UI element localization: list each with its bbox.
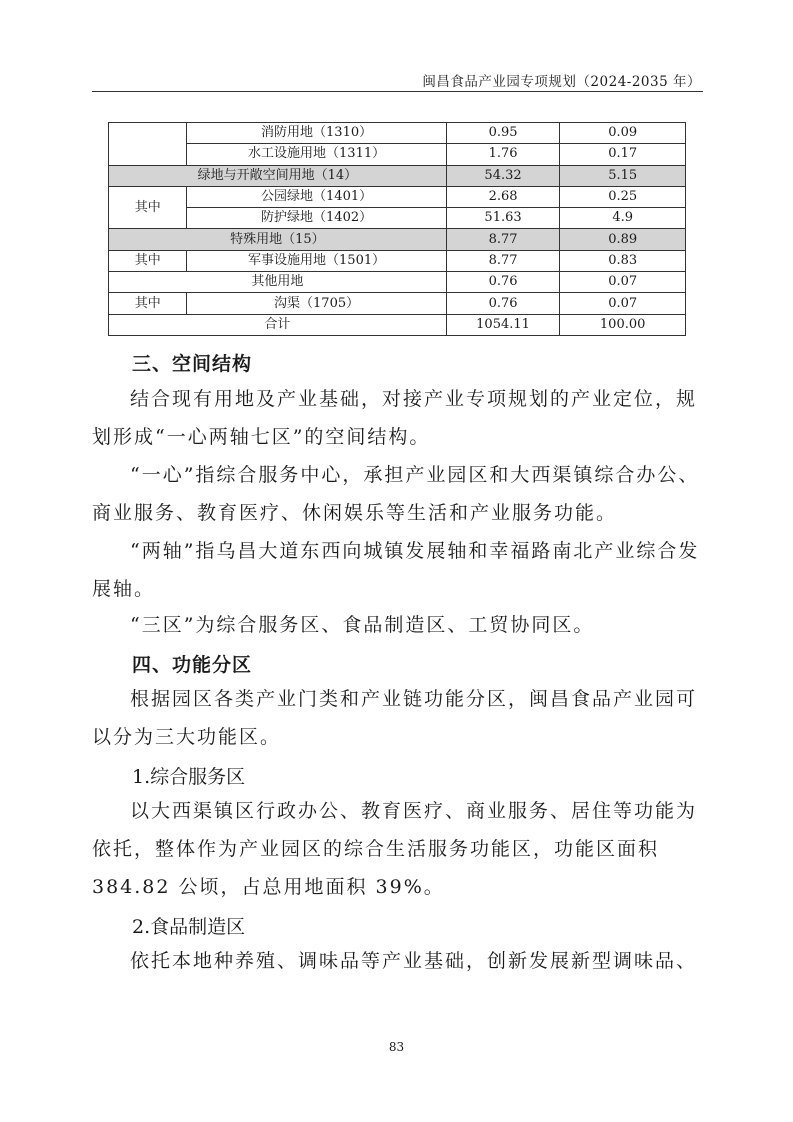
table-row: [109, 208, 686, 229]
table-cell-name: 绿地与开敞空间用地（14）: [109, 165, 447, 186]
subsection-heading: 1.综合服务区: [132, 766, 246, 788]
land-use-table: [108, 122, 686, 336]
table-row: [109, 123, 686, 144]
table-row-total: [109, 314, 686, 335]
table-cell-area: 1.76: [446, 144, 560, 165]
table-cell-pct: 4.9: [560, 208, 686, 229]
table-cell-name: 防护绿地（1402）: [187, 208, 446, 229]
table-cell-name: 消防用地（1310）: [187, 123, 446, 144]
header-title: 闽昌食品产业园专项规划（2024-2035 年）: [422, 74, 701, 90]
subsection-heading: 2.食品制造区: [132, 916, 246, 938]
table-cell-name: 水工设施用地（1311）: [187, 144, 446, 165]
table-cell-name: 公园绿地（1401）: [187, 186, 446, 207]
table-cell-name: 沟渠（1705）: [187, 293, 446, 314]
table-cell-pct: 100.00: [560, 314, 686, 335]
table-cell-pct: 5.15: [560, 165, 686, 186]
table-cell-pct: 0.83: [560, 250, 686, 271]
table-cell-pct: 0.07: [560, 272, 686, 293]
table-row: [109, 229, 686, 250]
table-cell-pct: 0.07: [560, 293, 686, 314]
table-cell-area: 1054.11: [446, 314, 560, 335]
paragraph: “三区”为综合服务区、食品制造区、工贸协同区。: [130, 614, 595, 636]
table-cell-group: [109, 123, 187, 166]
paragraph: 以大西渠镇区行政办公、教育医疗、商业服务、居住等功能为依托，整体作为产业园区的综合生活服务功能区，功能区面积384.82 公顷，占总用地面积 39%。: [92, 800, 698, 898]
header-rule: [92, 91, 703, 92]
table-row: [109, 250, 686, 271]
paragraph: “两轴”指乌昌大道东西向城镇发展轴和幸福路南北产业综合发展轴。: [92, 540, 700, 600]
table-cell-area: 8.77: [446, 229, 560, 250]
table-cell-area: 2.68: [446, 186, 560, 207]
table-cell-area: 0.76: [446, 272, 560, 293]
page-number: 83: [388, 1040, 405, 1054]
table-cell-name: 特殊用地（15）: [109, 229, 447, 250]
section-heading: 三、空间结构: [132, 353, 253, 375]
table-cell-area: 8.77: [446, 250, 560, 271]
table-cell-area: 54.32: [446, 165, 560, 186]
paragraph: 结合现有用地及产业基础，对接产业专项规划的产业定位，规划形成“一心两轴七区”的空间结构。: [92, 388, 698, 448]
table-cell-name: 军事设施用地（1501）: [187, 250, 446, 271]
table-row: [109, 293, 686, 314]
table-row: [109, 186, 686, 207]
table-cell-area: 0.76: [446, 293, 560, 314]
table-row: [109, 144, 686, 165]
paragraph: “一心”指综合服务中心，承担产业园区和大西渠镇综合办公、商业服务、教育医疗、休闲娱乐等生活和产业服务功能。: [92, 464, 700, 524]
table-cell-group: 其中: [109, 293, 187, 314]
table-cell-name: 合计: [109, 314, 447, 335]
table-cell-pct: 0.17: [560, 144, 686, 165]
table-cell-group: 其中: [109, 250, 187, 271]
table-cell-pct: 0.89: [560, 229, 686, 250]
table-row: [109, 272, 686, 293]
table-cell-name: 其他用地: [109, 272, 447, 293]
paragraph: 依托本地种养殖、调味品等产业基础，创新发展新型调味品、: [130, 950, 698, 972]
section-heading: 四、功能分区: [132, 654, 253, 676]
table-cell-area: 0.95: [446, 123, 560, 144]
table-cell-group: 其中: [109, 186, 187, 229]
paragraph: 根据园区各类产业门类和产业链功能分区，闽昌食品产业园可以分为三大功能区。: [92, 688, 698, 748]
table-cell-area: 51.63: [446, 208, 560, 229]
table-row: [109, 165, 686, 186]
table-cell-pct: 0.25: [560, 186, 686, 207]
table-cell-pct: 0.09: [560, 123, 686, 144]
